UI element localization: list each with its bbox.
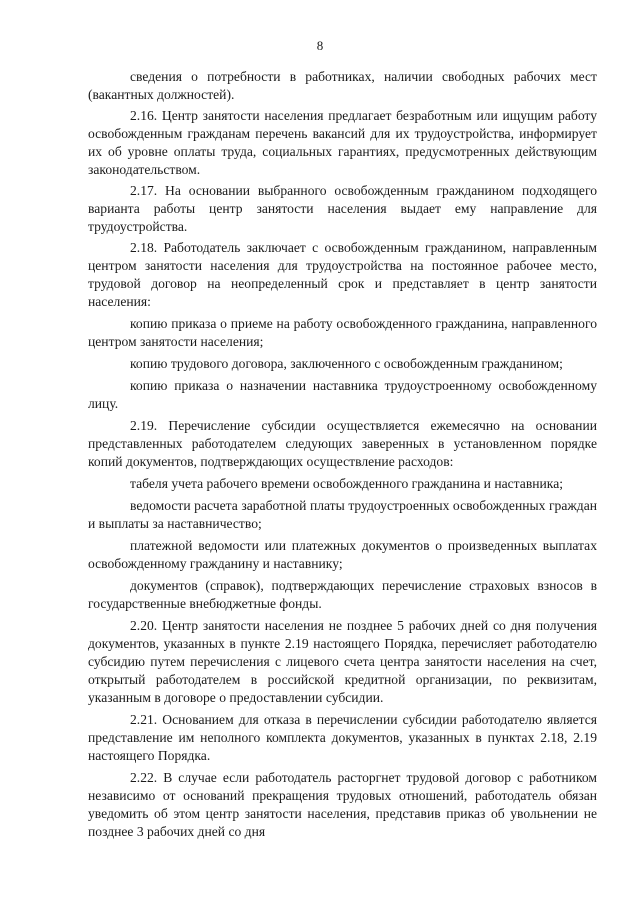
paragraph-2-19: 2.19. Перечисление субсидии осуществляется ежемесячно на основании представленных работодателем следующих заверенных в установленном порядке копий документов, подтверждающих осуществление расходов:: [88, 418, 597, 469]
paragraph-2-20: 2.20. Центр занятости населения не позднее 5 рабочих дней со дня получения документов, указанных в пункте 2.19 настоящего Порядка, перечисляет работодателю субсидию путем перечисления с лицевого счета центра занятости населения на счет, открытый работодателем в российской кредитной организации, по реквизитам, указанным в договоре о предоставлении субсидии.: [88, 618, 597, 705]
paragraph-copy-mentor-order: копию приказа о назначении наставника трудоустроенному освобожденному лицу.: [88, 378, 597, 411]
paragraph-insurance-certificates: документов (справок), подтверждающих перечисление страховых взносов в государственные внебюджетные фонды.: [88, 578, 597, 611]
paragraph-2-18: 2.18. Работодатель заключает с освобожденным гражданином, направленным центром занятости населения для трудоустройства на постоянное рабочее место, трудовой договор на неопределенный срок и представляет в центр занятости населения:: [88, 240, 597, 309]
paragraph-payroll-statement: ведомости расчета заработной платы трудоустроенных освобожденных граждан и выплаты за наставничество;: [88, 498, 597, 531]
paragraph-2-22: 2.22. В случае если работодатель расторгнет трудовой договор с работником независимо от оснований прекращения трудовых отношений, работодатель обязан уведомить об этом центр занятости населения, представив приказ об увольнении не позднее 3 рабочих дней со дня: [88, 770, 597, 839]
paragraph-copy-employment-contract: копию трудового договора, заключенного с освобожденным гражданином;: [130, 356, 563, 371]
document-body: [88, 68, 597, 841]
paragraph-timesheet: табеля учета рабочего времени освобожденного гражданина и наставника;: [130, 476, 564, 491]
paragraph-vacancy-info: сведения о потребности в работниках, наличии свободных рабочих мест (вакантных должностей).: [88, 69, 597, 102]
paragraph-2-17: 2.17. На основании выбранного освобожденным гражданином подходящего варианта работы центр занятости населения выдает ему направление для трудоустройства.: [88, 183, 597, 234]
paragraph-copy-hiring-order: копию приказа о приеме на работу освобожденного гражданина, направленного центром занятости населения;: [88, 316, 597, 349]
paragraph-2-21: 2.21. Основанием для отказа в перечислении субсидии работодателю является представление им неполного комплекта документов, указанных в пунктах 2.18, 2.19 настоящего Порядка.: [88, 712, 597, 763]
paragraph-2-16: 2.16. Центр занятости населения предлагает безработным или ищущим работу освобожденным гражданам перечень вакансий для их трудоустройства, информирует их об уровне оплаты труда, социальных гарантиях, предусмотренных действующим законодательством.: [88, 108, 597, 177]
paragraph-payment-documents: платежной ведомости или платежных документов о произведенных выплатах освобожденному гражданину и наставнику;: [88, 538, 597, 571]
page-number: 8: [316, 38, 324, 53]
